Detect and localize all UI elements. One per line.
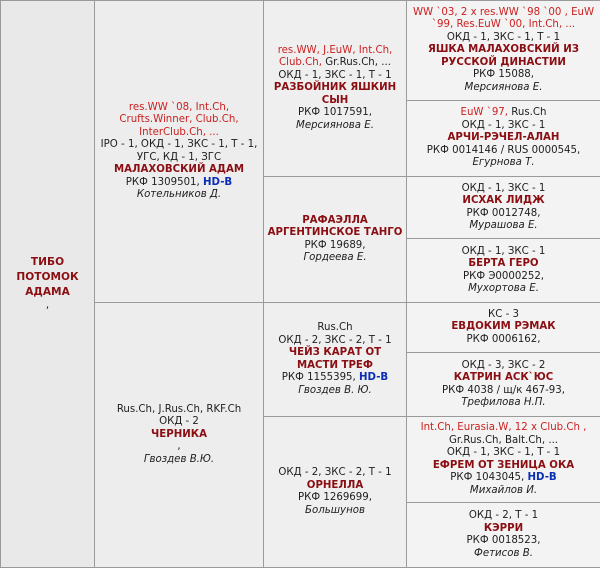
dam-name: ЧЕРНИКА bbox=[98, 429, 260, 442]
sire-dam-sire-scores: ОКД - 1, ЗКС - 1 bbox=[410, 183, 597, 196]
sire-sire-scores: ОКД - 1, ЗКС - 1, Т - 1 bbox=[267, 70, 403, 83]
dam-sire-cell bbox=[264, 303, 407, 417]
dam-dam-sire-name: ЕФРЕМ ОТ ЗЕНИЦА ОКА bbox=[410, 460, 597, 473]
dam-sire-sire-reg: РКФ 0006162, bbox=[410, 334, 597, 347]
sire-sire-dam-scores: ОКД - 1, ЗКС - 1 bbox=[410, 120, 597, 133]
sire-dam-dam-owner: Мухортова Е. bbox=[410, 283, 597, 296]
sire-dam-sire-name: ИСХАК ЛИДЖ bbox=[410, 195, 597, 208]
dam-sire-scores: ОКД - 2, ЗКС - 2, Т - 1 bbox=[267, 335, 403, 348]
sire-sire-dam-owner: Егурнова Т. bbox=[410, 157, 597, 170]
sire-sire-titles-red: res.WW, J.EuW, Int.Ch, Club.Ch, bbox=[278, 45, 393, 69]
sire-dam-cell bbox=[264, 177, 407, 303]
sire-sire-dam-reg: РКФ 0014146 / RUS 0000545, bbox=[410, 145, 597, 158]
sire-sire-dam-name: АРЧИ-РЭЧЕЛ-АЛАН bbox=[410, 132, 597, 145]
sire-name: МАЛАХОВСКИЙ АДАМ bbox=[98, 164, 260, 177]
dam-sire-sire-cell bbox=[407, 303, 600, 353]
dam-dam-owner: Большунов bbox=[267, 505, 403, 518]
dam-dam-sire-hd-badge: HD-B bbox=[528, 472, 557, 483]
dam-dam-sire-reg: РКФ 1043045, bbox=[450, 472, 524, 483]
dam-sire-sire-name: ЕВДОКИМ РЭМАК bbox=[410, 321, 597, 334]
dam-dam-dam-scores: ОКД - 2, Т - 1 bbox=[410, 510, 597, 523]
dam-sire-owner: Гвоздев В. Ю. bbox=[267, 385, 403, 398]
sire-sire-dam-titles bbox=[410, 107, 597, 120]
sire-sire-sire-owner: Мерсиянова Е. bbox=[410, 82, 597, 95]
sire-sire-sire-name: ЯШКА МАЛАХОВСКИЙ ИЗ РУССКОЙ ДИНАСТИИ bbox=[410, 44, 597, 69]
sire-dam-dam-name: БЕРТА ГЕРО bbox=[410, 258, 597, 271]
dam-dam-sire-scores: ОКД - 1, ЗКС - 1, Т - 1 bbox=[410, 447, 597, 460]
sire-sire-titles bbox=[267, 45, 403, 70]
sire-scores: IPO - 1, ОКД - 1, ЗКС - 1, Т - 1, УГС, КД - 1, ЗГС bbox=[98, 139, 260, 164]
sire-dam-dam-reg: РКФ Э0000252, bbox=[410, 271, 597, 284]
dam-sire-sire-scores: КС - 3 bbox=[410, 309, 597, 322]
sire-sire-reg: РКФ 1017591, bbox=[267, 107, 403, 120]
dam-dam-sire-owner: Михайлов И. bbox=[410, 485, 597, 498]
sire-sire-sire-scores: ОКД - 1, ЗКС - 1, Т - 1 bbox=[410, 32, 597, 45]
sire-owner: Котельников Д. bbox=[98, 189, 260, 202]
dam-sire-dam-scores: ОКД - 3, ЗКС - 2 bbox=[410, 360, 597, 373]
sire-dam-name: РАФАЭЛЛА АРГЕНТИНСКОЕ ТАНГО bbox=[267, 215, 403, 240]
sire-sire-titles-black: Gr.Rus.Ch, ... bbox=[325, 57, 391, 68]
sire-sire-sire-reg: РКФ 15088, bbox=[410, 69, 597, 82]
root-dog-reg: , bbox=[4, 300, 91, 313]
root-dog-name: ТИБО ПОТОМОК АДАМА bbox=[4, 255, 91, 300]
dam-sire-dam-cell bbox=[407, 353, 600, 417]
dam-dam-sire-titles-black: Gr.Rus.Ch, Balt.Ch, ... bbox=[410, 435, 597, 448]
dam-sire-name: ЧЕЙЗ КАРАТ ОТ МАСТИ ТРЕФ bbox=[267, 347, 403, 372]
dam-sire-hd-badge: HD-B bbox=[359, 372, 388, 383]
dam-dam-dam-name: КЭРРИ bbox=[410, 523, 597, 536]
sire-sire-sire-titles: WW `03, 2 x res.WW `98 `00 , EuW `99, Res.EuW `00, Int.Ch, ... bbox=[410, 7, 597, 32]
sire-sire-owner: Мерсиянова Е. bbox=[267, 120, 403, 133]
dam-dam-scores: ОКД - 2, ЗКС - 2, Т - 1 bbox=[267, 467, 403, 480]
dam-cell bbox=[95, 303, 264, 568]
dam-dam-sire-reg-line bbox=[410, 472, 597, 485]
sire-hd-badge: HD-B bbox=[203, 177, 232, 188]
sire-sire-sire-cell bbox=[407, 1, 600, 101]
sire-sire-cell bbox=[264, 1, 407, 177]
dam-dam-cell bbox=[264, 417, 407, 568]
dam-dam-sire-titles-red: Int.Ch, Eurasia.W, 12 x Club.Ch , bbox=[421, 422, 587, 433]
sire-titles: res.WW `08, Int.Ch, Crufts.Winner, Club.Ch, InterClub.Ch, ... bbox=[98, 102, 260, 140]
sire-reg-line bbox=[98, 177, 260, 190]
sire-sire-dam-cell bbox=[407, 101, 600, 177]
sire-dam-sire-owner: Мурашова Е. bbox=[410, 220, 597, 233]
dam-dam-dam-reg: РКФ 0018523, bbox=[410, 535, 597, 548]
sire-sire-dam-titles-red: EuW `97, bbox=[461, 107, 509, 118]
dam-sire-dam-name: КАТРИН АСК`ЮС bbox=[410, 372, 597, 385]
dam-dam-dam-owner: Фетисов В. bbox=[410, 548, 597, 561]
dam-scores: ОКД - 2 bbox=[98, 416, 260, 429]
sire-dam-sire-reg: РКФ 0012748, bbox=[410, 208, 597, 221]
dam-dam-dam-cell bbox=[407, 503, 600, 568]
dam-owner: Гвоздев В.Ю. bbox=[98, 454, 260, 467]
dam-sire-reg-line bbox=[267, 372, 403, 385]
dam-dam-name: ОРНЕЛЛА bbox=[267, 480, 403, 493]
dam-titles: Rus.Ch, J.Rus.Ch, RKF.Ch bbox=[98, 404, 260, 417]
dam-reg: , bbox=[98, 441, 260, 454]
sire-sire-dam-titles-black: Rus.Ch bbox=[511, 107, 546, 118]
sire-reg: РКФ 1309501, bbox=[126, 177, 200, 188]
sire-dam-sire-cell bbox=[407, 177, 600, 239]
dam-sire-titles: Rus.Ch bbox=[267, 322, 403, 335]
sire-cell bbox=[95, 1, 264, 303]
sire-sire-name: РАЗБОЙНИК ЯШКИН СЫН bbox=[267, 82, 403, 107]
dam-dam-sire-cell bbox=[407, 417, 600, 503]
root-dog-cell bbox=[1, 1, 95, 568]
dam-dam-reg: РКФ 1269699, bbox=[267, 492, 403, 505]
sire-dam-dam-scores: ОКД - 1, ЗКС - 1 bbox=[410, 246, 597, 259]
dam-dam-sire-titles bbox=[410, 422, 597, 435]
sire-dam-reg: РКФ 19689, bbox=[267, 240, 403, 253]
sire-dam-dam-cell bbox=[407, 239, 600, 303]
dam-sire-dam-owner: Трефилова Н.П. bbox=[410, 397, 597, 410]
sire-dam-owner: Гордеева Е. bbox=[267, 252, 403, 265]
dam-sire-reg: РКФ 1155395, bbox=[282, 372, 356, 383]
dam-sire-dam-reg: РКФ 4038 / щ/к 467-93, bbox=[410, 385, 597, 398]
